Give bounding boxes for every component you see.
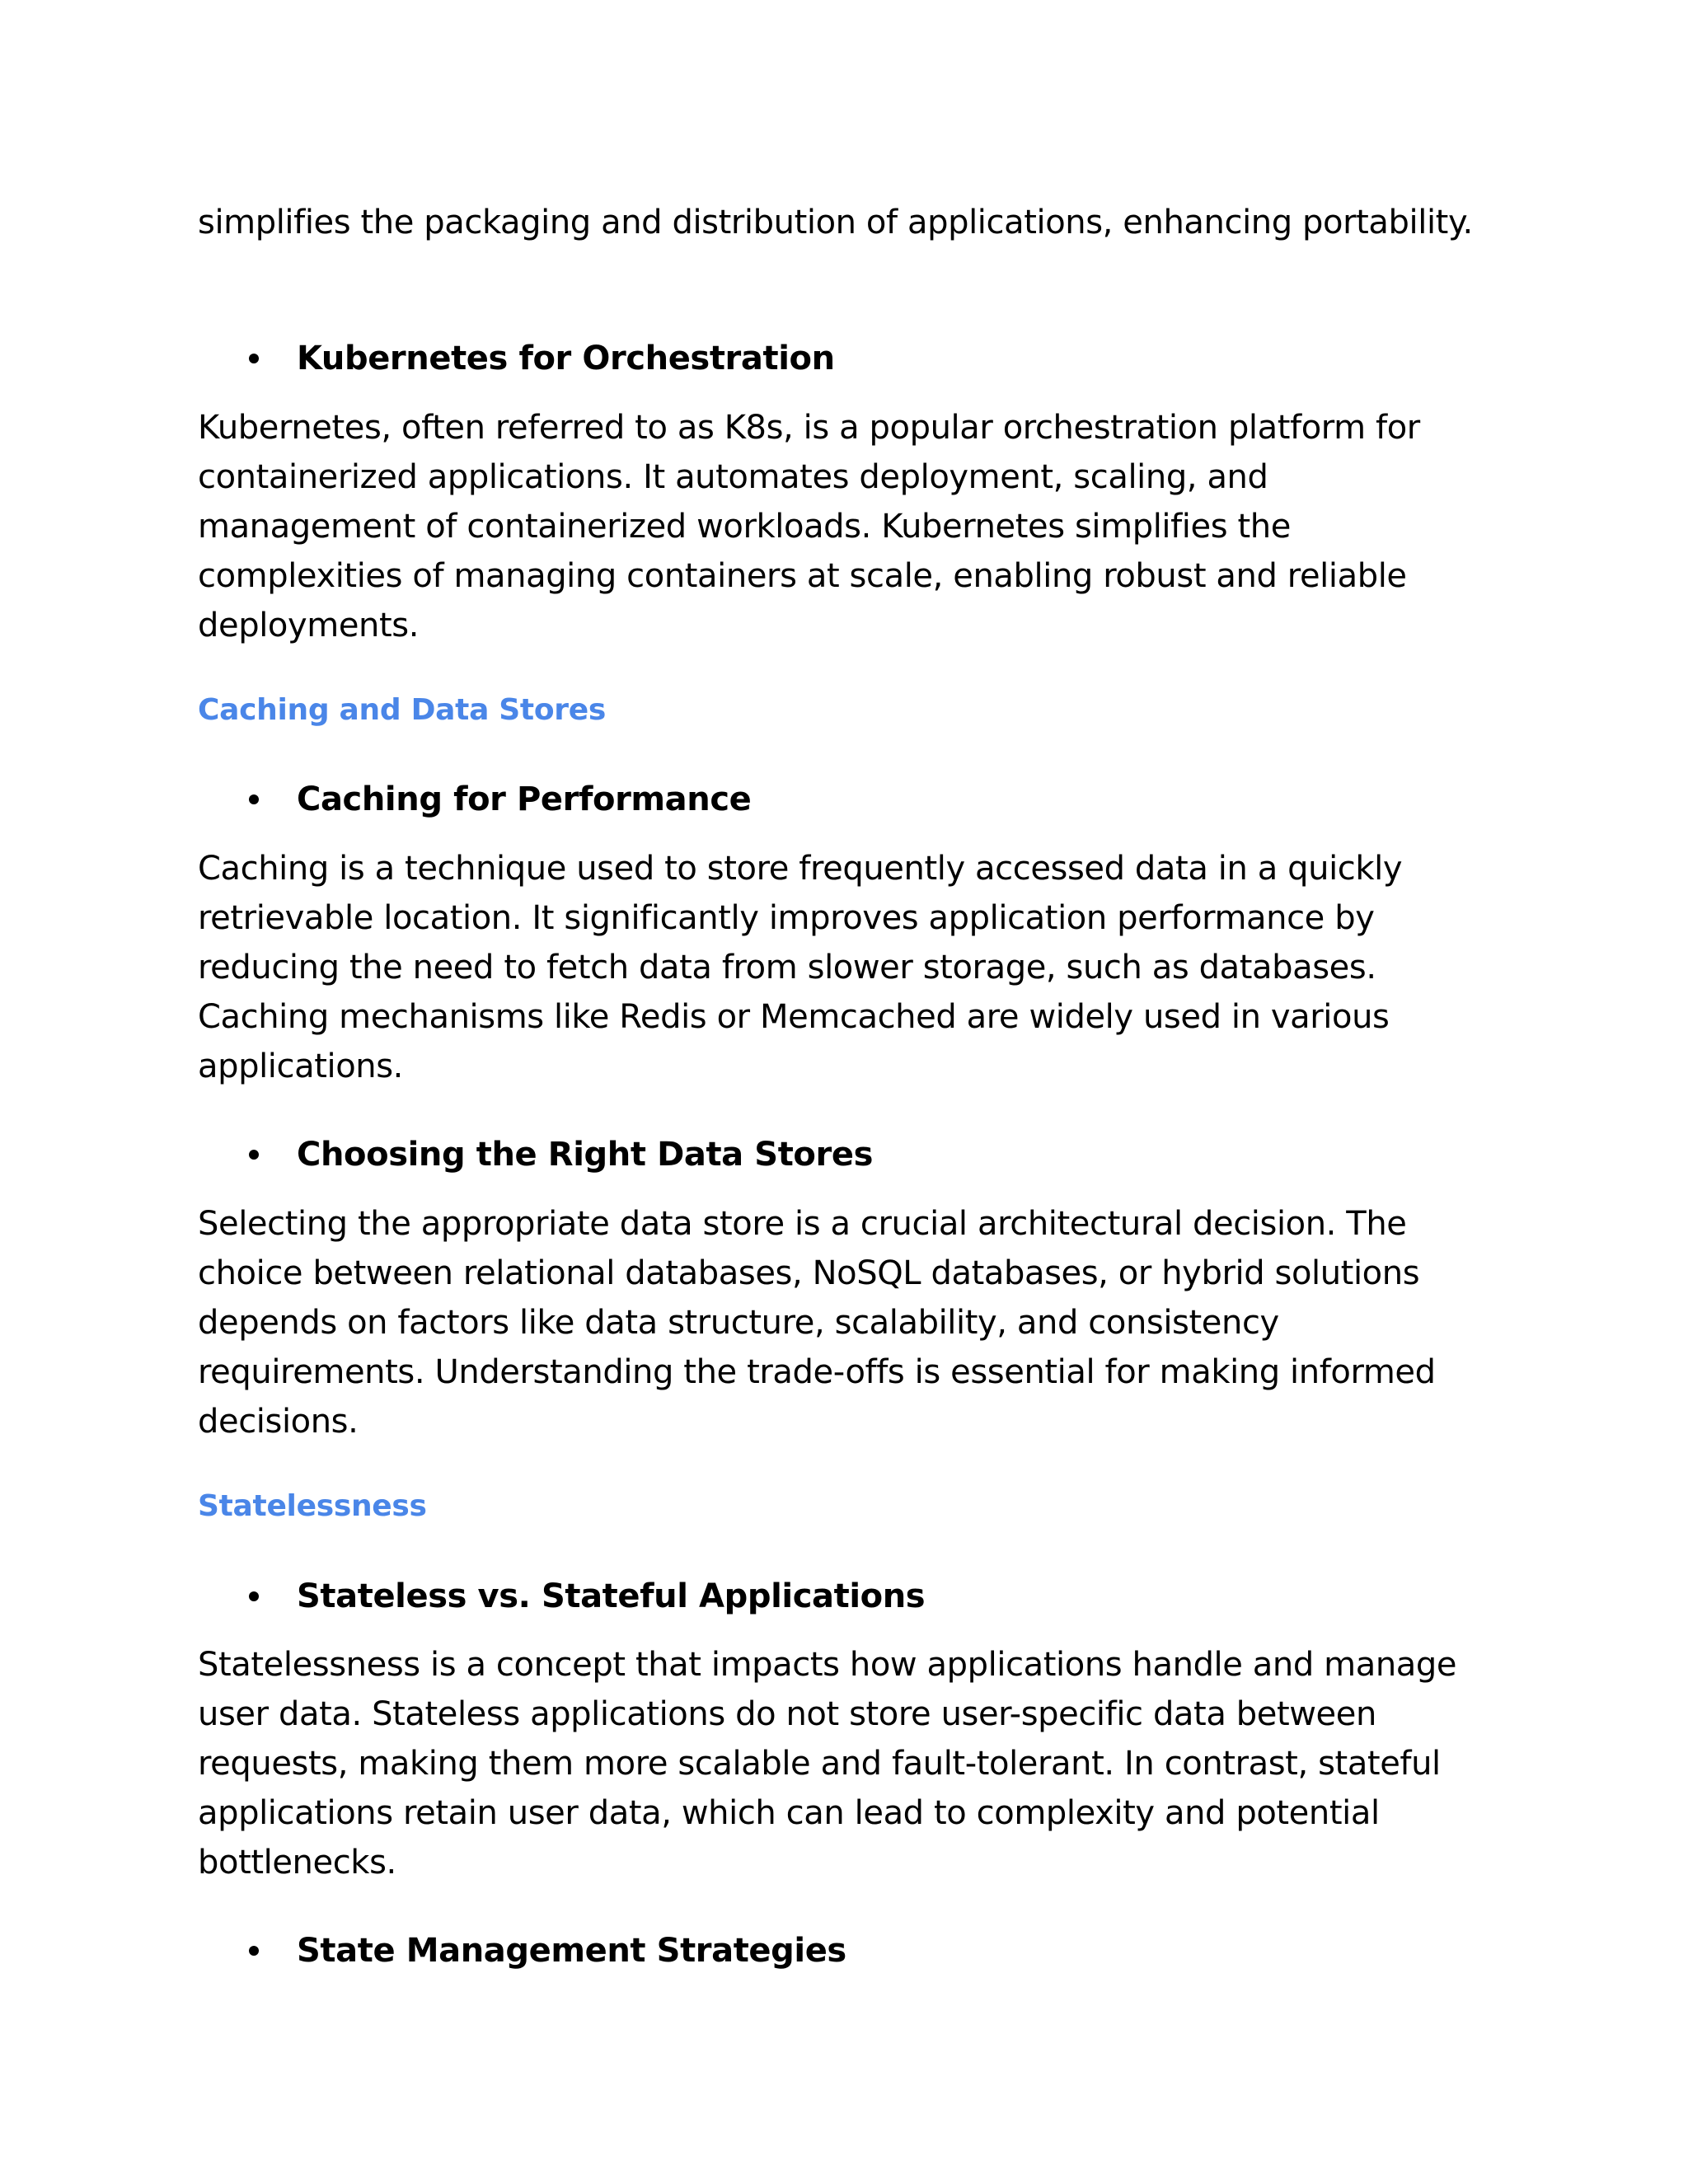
bullet-item-caching	[198, 775, 1484, 824]
bullet-heading-state-management: State Management Strategies	[297, 1932, 846, 1970]
bullet-heading-datastores: Choosing the Right Data Stores	[297, 1136, 873, 1174]
section-heading-statelessness: Statelessness	[198, 1489, 427, 1523]
bullet-icon	[249, 794, 259, 804]
bullet-item-state-management	[198, 1926, 1484, 1975]
bullet-icon	[249, 1591, 259, 1601]
bullet-item-kubernetes	[198, 334, 1484, 383]
bullet-heading-stateless: Stateless vs. Stateful Applications	[297, 1577, 926, 1615]
bullet-heading-kubernetes: Kubernetes for Orchestration	[297, 340, 835, 377]
bullet-icon	[249, 1150, 259, 1160]
bullet-item-stateless	[198, 1572, 1484, 1621]
bullet-icon	[249, 1946, 259, 1956]
section-heading-caching: Caching and Data Stores	[198, 693, 606, 727]
bullet-item-datastores	[198, 1130, 1484, 1179]
datastores-paragraph: Selecting the appropriate data store is a crucial architectural decision. The choice between relational databases, NoSQL databases, or hybrid solutions depends on factors like data structure, scalability, and consistency requirements. Understanding the trade-offs is essential for making informed decisions.	[198, 1205, 1436, 1441]
bullet-icon	[249, 354, 259, 363]
kubernetes-paragraph: Kubernetes, often referred to as K8s, is a popular orchestration platform for containerized applications. It automates deployment, scaling, and management of containerized workloads. Kubernetes simplifies the complexities of managing containers at scale, enabling robust and reliable deployments.	[198, 409, 1420, 644]
caching-paragraph: Caching is a technique used to store frequently accessed data in a quickly retrievable location. It significantly improves application performance by reducing the need to fetch data from slower storage, such as databases. Caching mechanisms like Redis or Memcached are widely used in various applications.	[198, 850, 1403, 1085]
bullet-heading-caching: Caching for Performance	[297, 780, 752, 818]
intro-paragraph: simplifies the packaging and distribution of applications, enhancing portability.	[198, 204, 1473, 241]
stateless-paragraph: Statelessness is a concept that impacts how applications handle and manage user data. Stateless applications do not store user-specific data between requests, making them more scalable and fault-tolerant. In contrast, stateful applications retain user data, which can lead to complexity and potential bottlenecks.	[198, 1646, 1457, 1882]
